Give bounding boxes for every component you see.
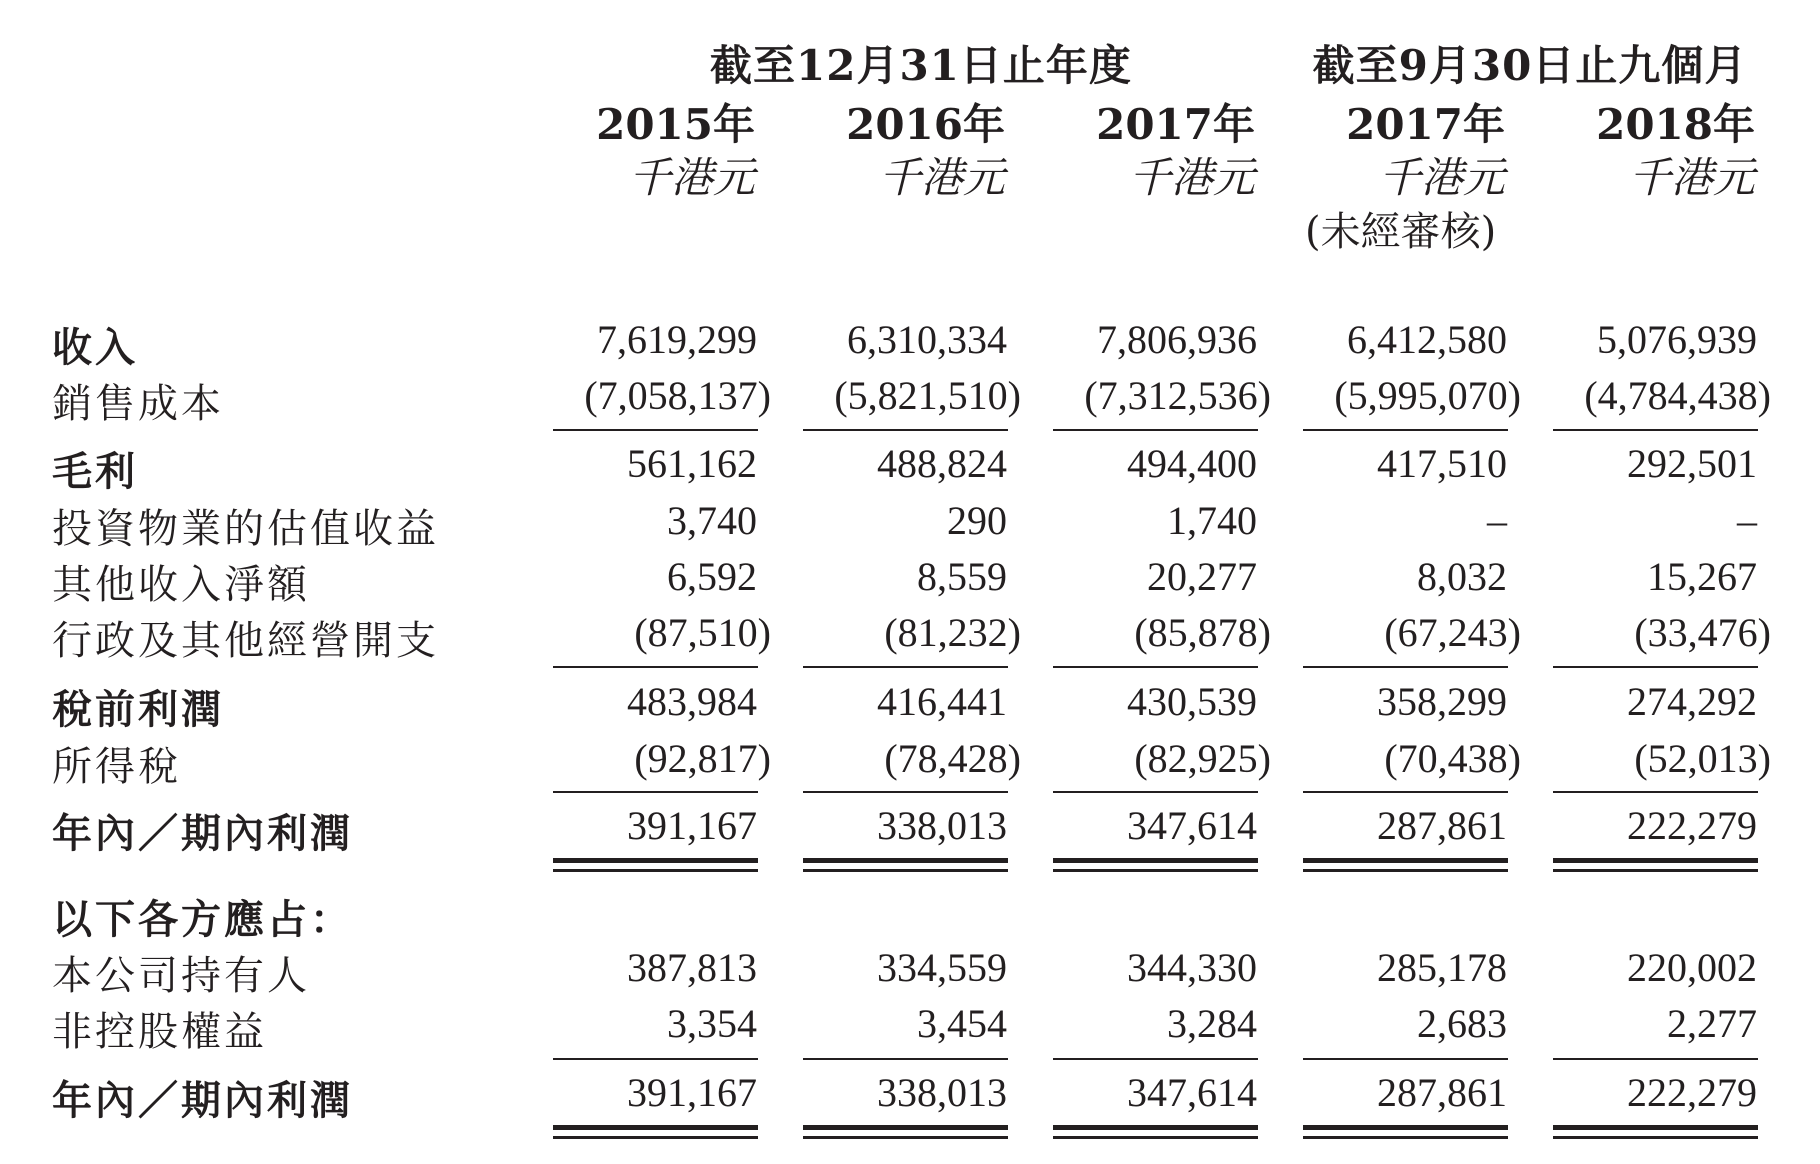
table-cell: 3,454 [917, 1001, 1007, 1046]
table-cell: 494,400 [1127, 441, 1257, 486]
table-cell: 7,619,299 [597, 317, 757, 362]
table-cell: 2,277 [1667, 1001, 1757, 1046]
total-double-rule [803, 1125, 1008, 1130]
table-cell: 334,559 [877, 945, 1007, 990]
table-cell: 347,614 [1127, 1070, 1257, 1115]
table-cell: 6,592 [667, 554, 757, 599]
total-double-rule [1553, 858, 1758, 863]
subtotal-rule [1053, 1058, 1258, 1060]
table-cell: 417,510 [1377, 441, 1507, 486]
table-cell: 387,813 [627, 945, 757, 990]
subtotal-rule [803, 429, 1008, 431]
header-group-annual: 截至12月31日止年度 [710, 41, 1132, 90]
total-double-rule [1553, 869, 1758, 872]
table-cell: (33,476) [1634, 610, 1771, 655]
table-cell: 292,501 [1627, 441, 1757, 486]
table-cell: 488,824 [877, 441, 1007, 486]
table-cell: (52,013) [1634, 736, 1771, 781]
subtotal-rule [803, 1058, 1008, 1060]
total-double-rule [1053, 869, 1258, 872]
table-cell: 338,013 [877, 1070, 1007, 1115]
row-label-admin-expenses: 行政及其他經營開支 [52, 618, 439, 664]
total-double-rule [803, 858, 1008, 863]
table-cell: 3,354 [667, 1001, 757, 1046]
total-double-rule [1303, 1136, 1508, 1139]
table-cell: 222,279 [1627, 803, 1757, 848]
table-cell: 220,002 [1627, 945, 1757, 990]
header-group-interim: 截至9月30日止九個月 [1312, 41, 1748, 90]
row-label-profit-for-period: 年內／期內利潤 [52, 810, 353, 857]
subtotal-rule [1053, 429, 1258, 431]
total-double-rule [803, 869, 1008, 872]
table-cell: (7,312,536) [1084, 373, 1271, 418]
table-cell: (82,925) [1134, 736, 1271, 781]
total-double-rule [1303, 1125, 1508, 1130]
subtotal-rule [1553, 791, 1758, 793]
total-double-rule [1303, 858, 1508, 863]
table-cell: 391,167 [627, 1070, 757, 1115]
subtotal-rule [1553, 429, 1758, 431]
column-year-2016: 2016年 [846, 100, 1005, 149]
table-cell: 416,441 [877, 679, 1007, 724]
table-cell: – [1487, 498, 1507, 543]
table-cell: (4,784,438) [1584, 373, 1771, 418]
table-cell: (78,428) [884, 736, 1021, 781]
total-double-rule [553, 1136, 758, 1139]
subtotal-rule [553, 429, 758, 431]
subtotal-rule [1303, 791, 1508, 793]
table-cell: 287,861 [1377, 1070, 1507, 1115]
total-double-rule [553, 869, 758, 872]
row-label-profit-for-period-total: 年內／期內利潤 [52, 1077, 353, 1124]
subtotal-rule [553, 666, 758, 668]
column-year-2017: 2017年 [1096, 100, 1255, 149]
table-cell: (7,058,137) [584, 373, 771, 418]
row-label-valuation-gain: 投資物業的估值收益 [52, 506, 439, 552]
table-cell: (81,232) [884, 610, 1021, 655]
table-cell: 222,279 [1627, 1070, 1757, 1115]
table-cell: 20,277 [1147, 554, 1257, 599]
total-double-rule [553, 858, 758, 863]
table-cell: 2,683 [1417, 1001, 1507, 1046]
table-cell: 290 [947, 498, 1007, 543]
table-cell: 7,806,936 [1097, 317, 1257, 362]
table-cell: 344,330 [1127, 945, 1257, 990]
subtotal-rule [1553, 666, 1758, 668]
table-cell: 6,412,580 [1347, 317, 1507, 362]
column-year-2018-interim: 2018年 [1596, 100, 1755, 149]
table-cell: (92,817) [634, 736, 771, 781]
table-cell: – [1737, 498, 1757, 543]
table-cell: 6,310,334 [847, 317, 1007, 362]
subtotal-rule [1303, 666, 1508, 668]
table-cell: 338,013 [877, 803, 1007, 848]
subtotal-rule [1053, 791, 1258, 793]
subtotal-rule [553, 1058, 758, 1060]
total-double-rule [1053, 1136, 1258, 1139]
table-cell: (70,438) [1384, 736, 1521, 781]
subtotal-rule [803, 791, 1008, 793]
table-cell: 347,614 [1127, 803, 1257, 848]
column-unit: 千港元 [1128, 153, 1255, 202]
table-cell: (87,510) [634, 610, 771, 655]
row-label-revenue: 收入 [52, 324, 138, 371]
row-label-profit-before-tax: 稅前利潤 [52, 686, 224, 733]
table-cell: 483,984 [627, 679, 757, 724]
table-cell: 15,267 [1647, 554, 1757, 599]
table-cell: 5,076,939 [1597, 317, 1757, 362]
column-year-2015: 2015年 [596, 100, 755, 149]
table-cell: (67,243) [1384, 610, 1521, 655]
subtotal-rule [1303, 429, 1508, 431]
subtotal-rule [1553, 1058, 1758, 1060]
subtotal-rule [803, 666, 1008, 668]
table-cell: 430,539 [1127, 679, 1257, 724]
table-cell: 391,167 [627, 803, 757, 848]
row-label-other-income: 其他收入淨額 [52, 562, 310, 608]
table-cell: 3,284 [1167, 1001, 1257, 1046]
column-unit: 千港元 [1378, 153, 1505, 202]
column-year-2017-interim: 2017年 [1346, 100, 1505, 149]
table-cell: 561,162 [627, 441, 757, 486]
row-label-non-controlling: 非控股權益 [52, 1009, 267, 1055]
subtotal-rule [553, 791, 758, 793]
total-double-rule [803, 1136, 1008, 1139]
table-cell: 287,861 [1377, 803, 1507, 848]
column-unit: 千港元 [878, 153, 1005, 202]
total-double-rule [1303, 869, 1508, 872]
row-label-income-tax: 所得稅 [52, 744, 181, 790]
row-label-cost-of-sales: 銷售成本 [52, 381, 224, 427]
subtotal-rule [1053, 666, 1258, 668]
table-cell: 358,299 [1377, 679, 1507, 724]
total-double-rule [1553, 1125, 1758, 1130]
row-label-owners: 本公司持有人 [52, 953, 310, 999]
total-double-rule [553, 1125, 758, 1130]
table-cell: (85,878) [1134, 610, 1271, 655]
table-cell: 1,740 [1167, 498, 1257, 543]
column-unit: 千港元 [628, 153, 755, 202]
total-double-rule [1053, 858, 1258, 863]
total-double-rule [1553, 1136, 1758, 1139]
column-unit: 千港元 [1628, 153, 1755, 202]
unaudited-note: (未經審核) [1305, 209, 1497, 255]
table-cell: 8,032 [1417, 554, 1507, 599]
row-label-attributable-to: 以下各方應占： [52, 896, 353, 943]
table-cell: (5,821,510) [834, 373, 1021, 418]
row-label-gross-profit: 毛利 [52, 448, 138, 495]
table-cell: 285,178 [1377, 945, 1507, 990]
table-cell: (5,995,070) [1334, 373, 1521, 418]
table-cell: 274,292 [1627, 679, 1757, 724]
table-cell: 8,559 [917, 554, 1007, 599]
table-cell: 3,740 [667, 498, 757, 543]
subtotal-rule [1303, 1058, 1508, 1060]
total-double-rule [1053, 1125, 1258, 1130]
